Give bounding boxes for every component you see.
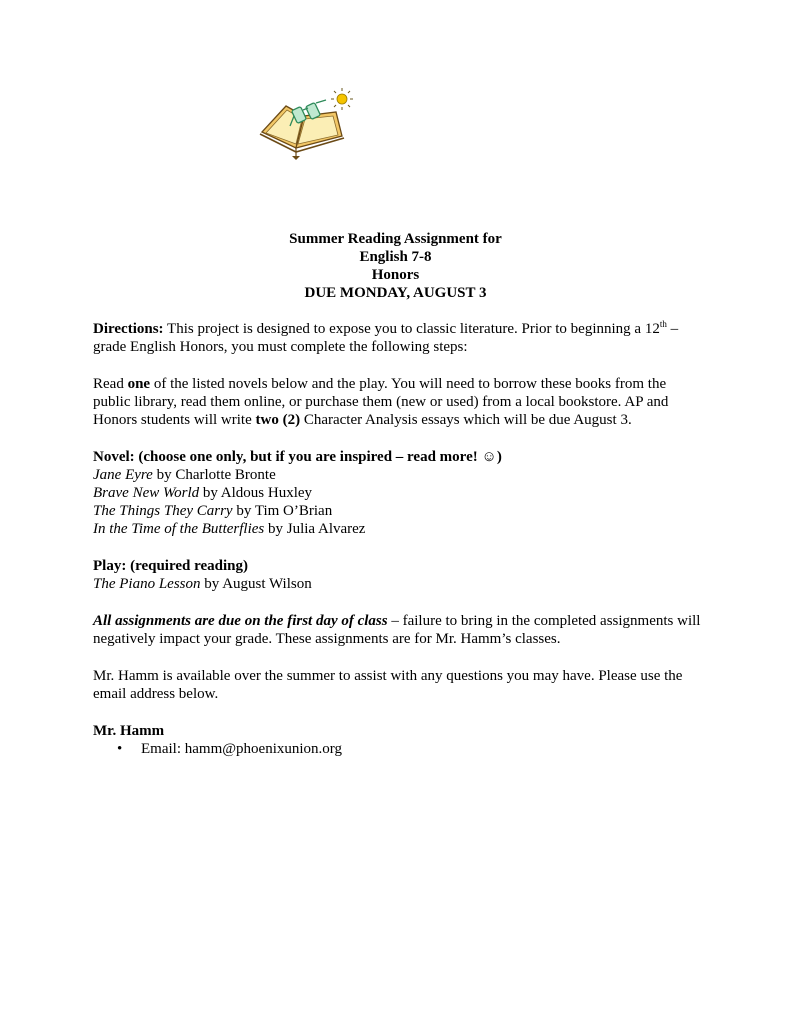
play-title: The Piano Lesson [93, 576, 201, 592]
book-title: Brave New World [93, 485, 200, 501]
title-line-1: Summer Reading Assignment for [289, 231, 502, 247]
document-body [93, 320, 705, 758]
book-title: The Things They Carry [93, 503, 233, 519]
instructions-text-3: Character Analysis essays which will be due August 3. [300, 412, 632, 428]
smiley-icon: ☺ [481, 449, 497, 465]
bullet-icon: • [117, 741, 123, 757]
novel-heading [93, 448, 705, 466]
play-heading: Play: (required reading) [93, 558, 248, 574]
ordinal-suffix: th [659, 319, 667, 329]
book-author: by Julia Alvarez [264, 521, 366, 537]
book-item [93, 466, 705, 484]
title-line-2: English 7-8 [359, 249, 432, 265]
book-title: In the Time of the Butterflies [93, 521, 265, 537]
directions-label: Directions: [93, 321, 164, 337]
book-author: by Aldous Huxley [199, 485, 313, 501]
instructions-text-1: Read [93, 376, 128, 392]
directions-text: This project is designed to expose you to classic literature. Prior to beginning a 12 [163, 321, 660, 337]
book-title: Jane Eyre [93, 467, 153, 483]
novel-heading-text: Novel: (choose one only, but if you are inspired – read more! [93, 449, 482, 465]
sun-icon [331, 88, 353, 110]
novel-heading-close: ) [496, 449, 502, 465]
instructions-emphasis-two: two (2) [255, 412, 301, 428]
due-note-paragraph [93, 612, 705, 648]
email-line[interactable]: Email: hamm@phoenixunion.org [141, 741, 343, 757]
contact-name: Mr. Hamm [93, 723, 165, 739]
contact-list [93, 740, 705, 758]
book-item [93, 502, 705, 520]
play-item [93, 575, 705, 593]
directions-paragraph [93, 320, 705, 356]
book-author: by Tim O’Brian [232, 503, 333, 519]
due-note-emphasis: All assignments are due on the first day of class [93, 613, 388, 629]
instructions-text-2: of the listed novels below and the play. You will need to borrow these books from the public library, read them online, or purchase them (new or used) from a local bookstore. AP and Honors students will write [93, 376, 669, 428]
title-block [0, 230, 791, 302]
availability-paragraph: Mr. Hamm is available over the summer to assist with any questions you may have. Please use the email address below. [93, 668, 683, 702]
book-author: by Charlotte Bronte [152, 467, 276, 483]
instructions-paragraph [93, 375, 705, 429]
list-item [93, 740, 705, 758]
book-item [93, 484, 705, 502]
instructions-emphasis-one: one [127, 376, 151, 392]
book-item [93, 520, 705, 538]
due-date-heading: DUE MONDAY, AUGUST 3 [304, 285, 487, 301]
open-book-with-glasses-and-sun-icon [256, 86, 358, 162]
directions-text-end: –grade English Honors, you must complete the following steps: [93, 321, 679, 355]
title-line-3: Honors [371, 267, 420, 283]
play-author: by August Wilson [200, 576, 312, 592]
due-note-text: – failure to bring in the completed assignments will negatively impact your grade. These assignments are for Mr. Hamm’s classes. [93, 613, 701, 647]
